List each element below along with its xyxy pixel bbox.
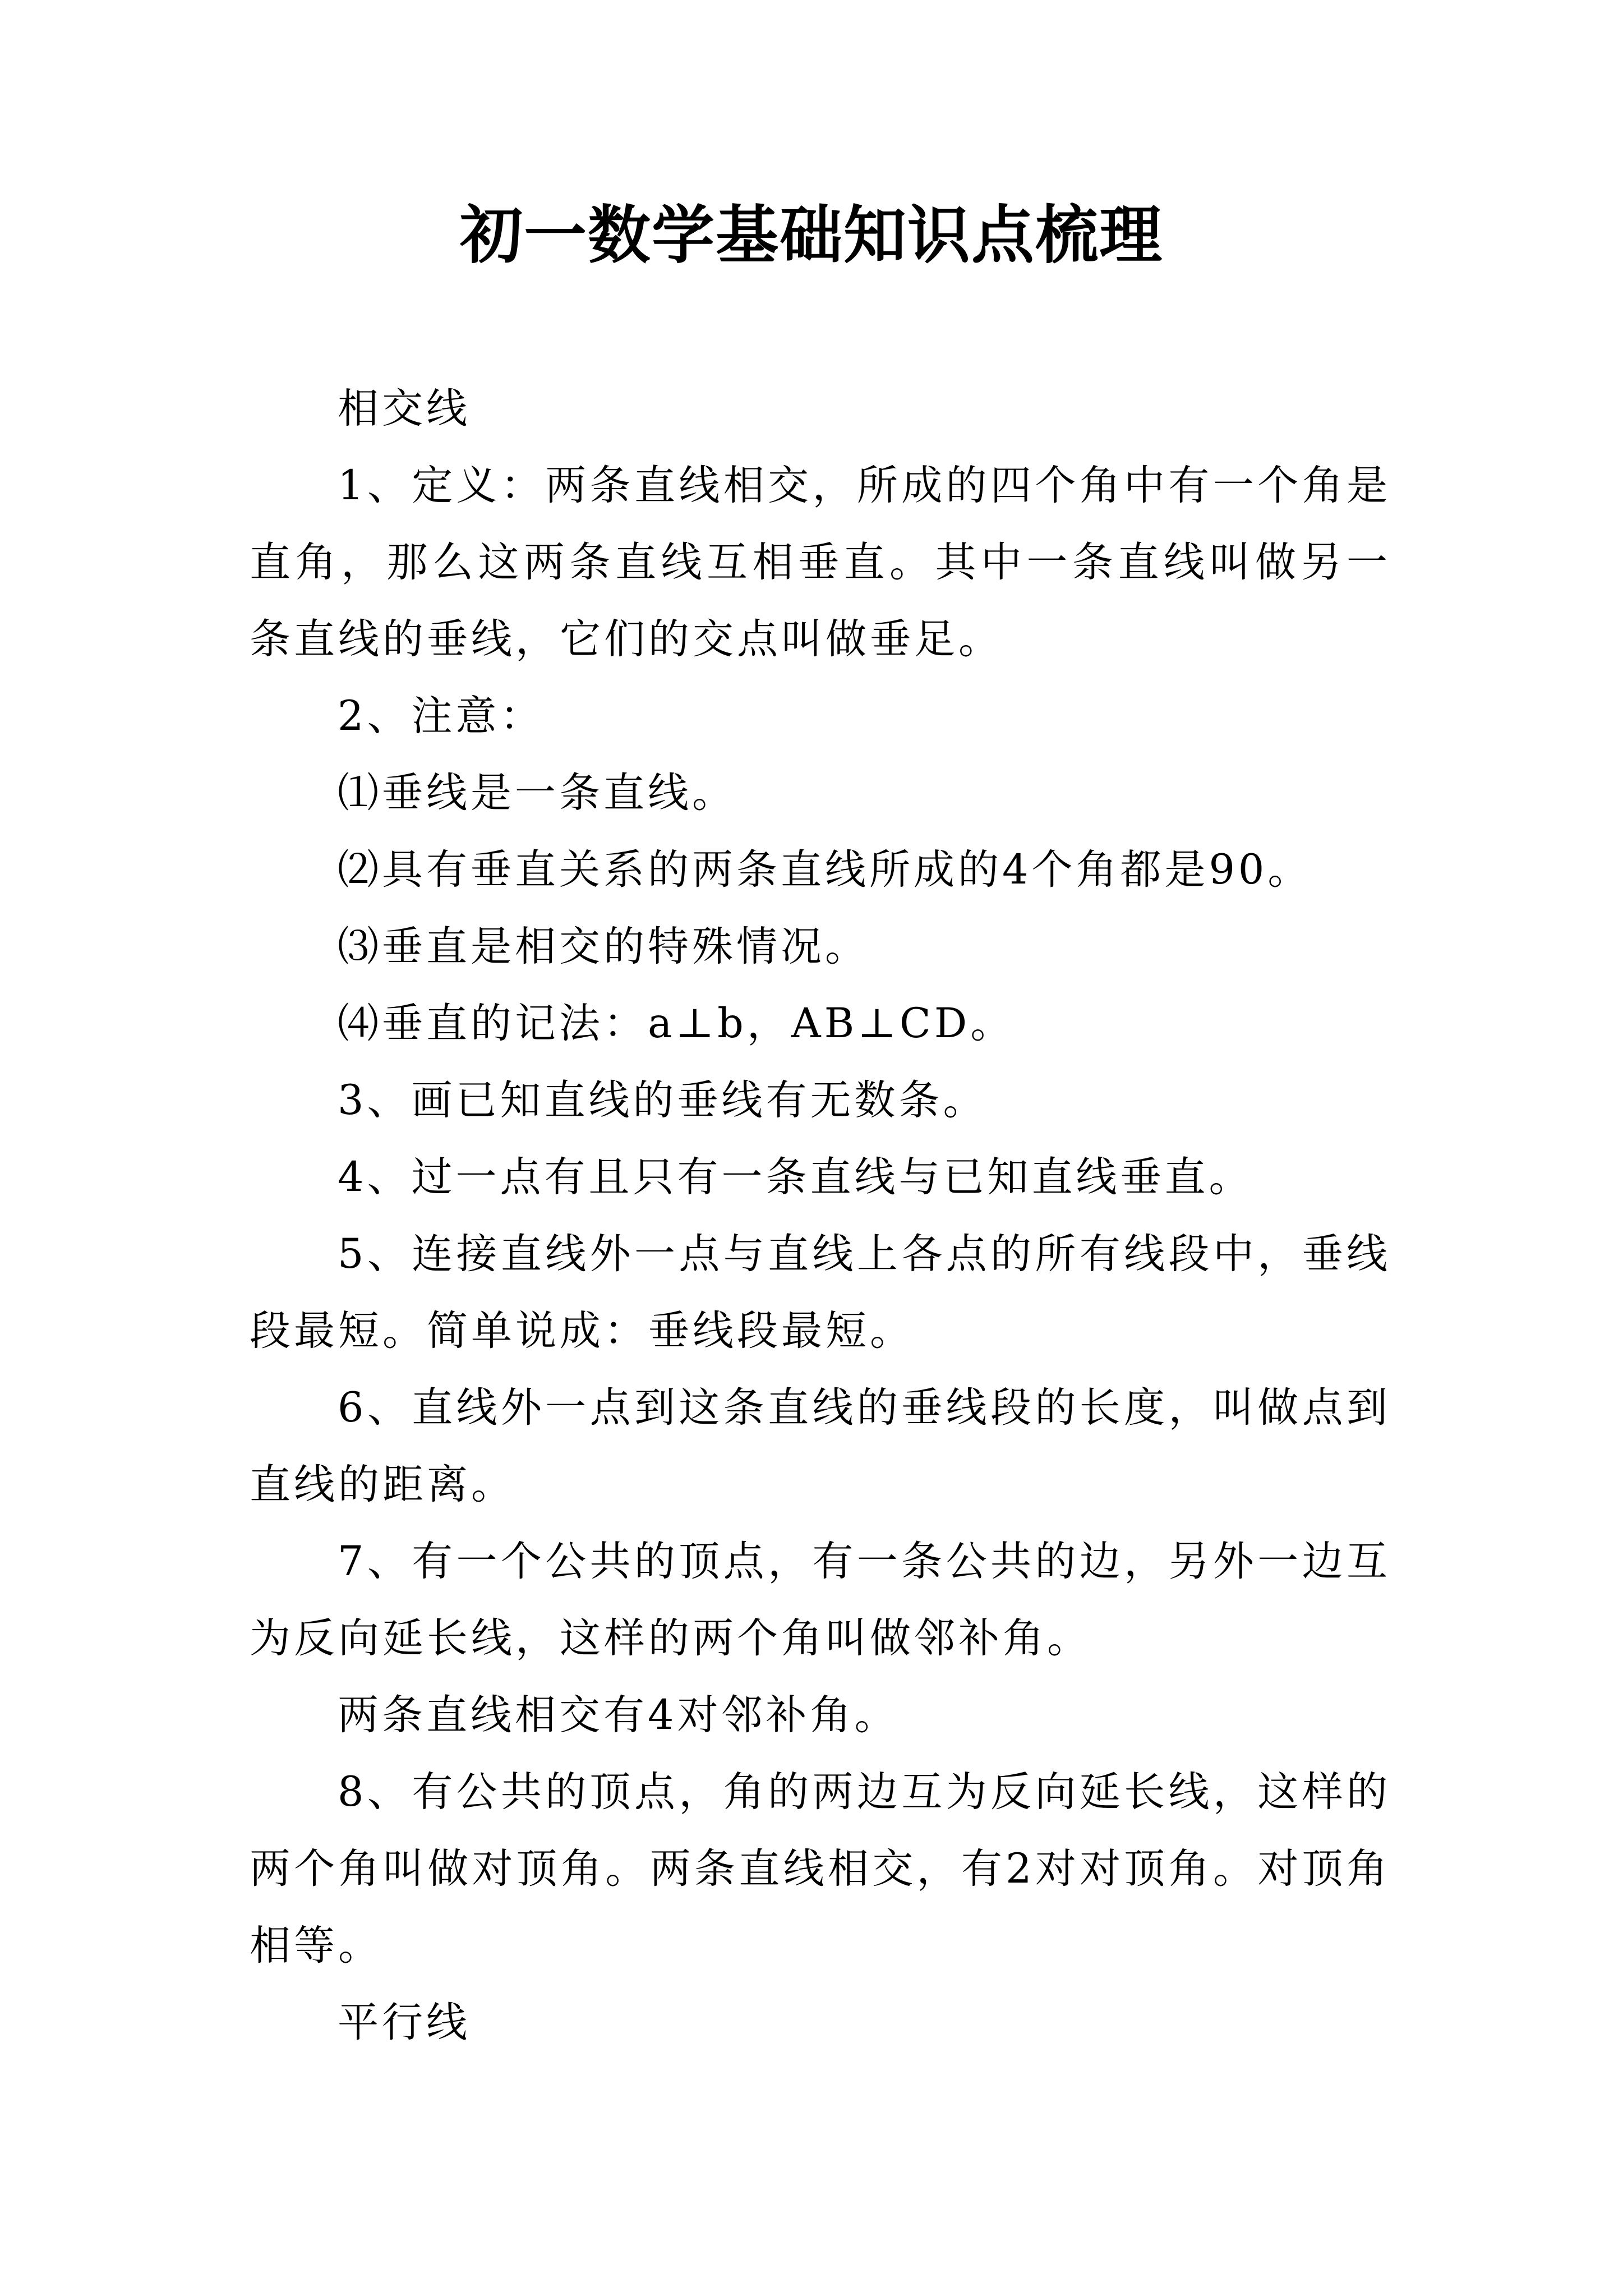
paragraph-item-4: 4、过一点有且只有一条直线与已知直线垂直。 [338,1153,1253,1201]
paragraph-item-8: 8、有公共的顶点，角的两边互为反向延长线，这样的两个角叫做对顶角。两条直线相交，有2对对顶角。对顶角相等。 [250,1768,1391,1970]
paragraph-definition: 1、定义：两条直线相交，所成的四个角中有一个角是直角，那么这两条直线互相垂直。其中一条直线叫做另一条直线的垂线，它们的交点叫做垂足。 [250,462,1391,663]
section-heading-intersecting-lines: 相交线 [338,385,471,432]
document-body [250,370,1391,2061]
paragraph-note-1: ⑴垂线是一条直线。 [338,769,736,817]
paragraph-note-3: ⑶垂直是相交的特殊情况。 [338,923,869,970]
paragraph-item-6: 6、直线外一点到这条直线的垂线段的长度，叫做点到直线的距离。 [250,1384,1391,1508]
paragraph-item-3: 3、画已知直线的垂线有无数条。 [338,1076,988,1124]
paragraph-item-5: 5、连接直线外一点与直线上各点的所有线段中，垂线段最短。简单说成：垂线段最短。 [250,1230,1391,1355]
paragraph-item-7: 7、有一个公共的顶点，有一条公共的边，另外一边互为反向延长线，这样的两个角叫做邻补角。 [250,1538,1391,1662]
paragraph-note-2: ⑵具有垂直关系的两条直线所成的4个角都是90。 [338,846,1312,894]
paragraph-adjacent-angles-count: 两条直线相交有4对邻补角。 [338,1691,899,1739]
page-title: 初一数学基础知识点梳理 [460,199,1163,272]
paragraph-note-heading: 2、注意： [338,692,545,740]
section-heading-parallel-lines: 平行线 [338,1999,471,2046]
paragraph-note-4: ⑷垂直的记法：a⊥b，AB⊥CD。 [338,1000,1015,1047]
